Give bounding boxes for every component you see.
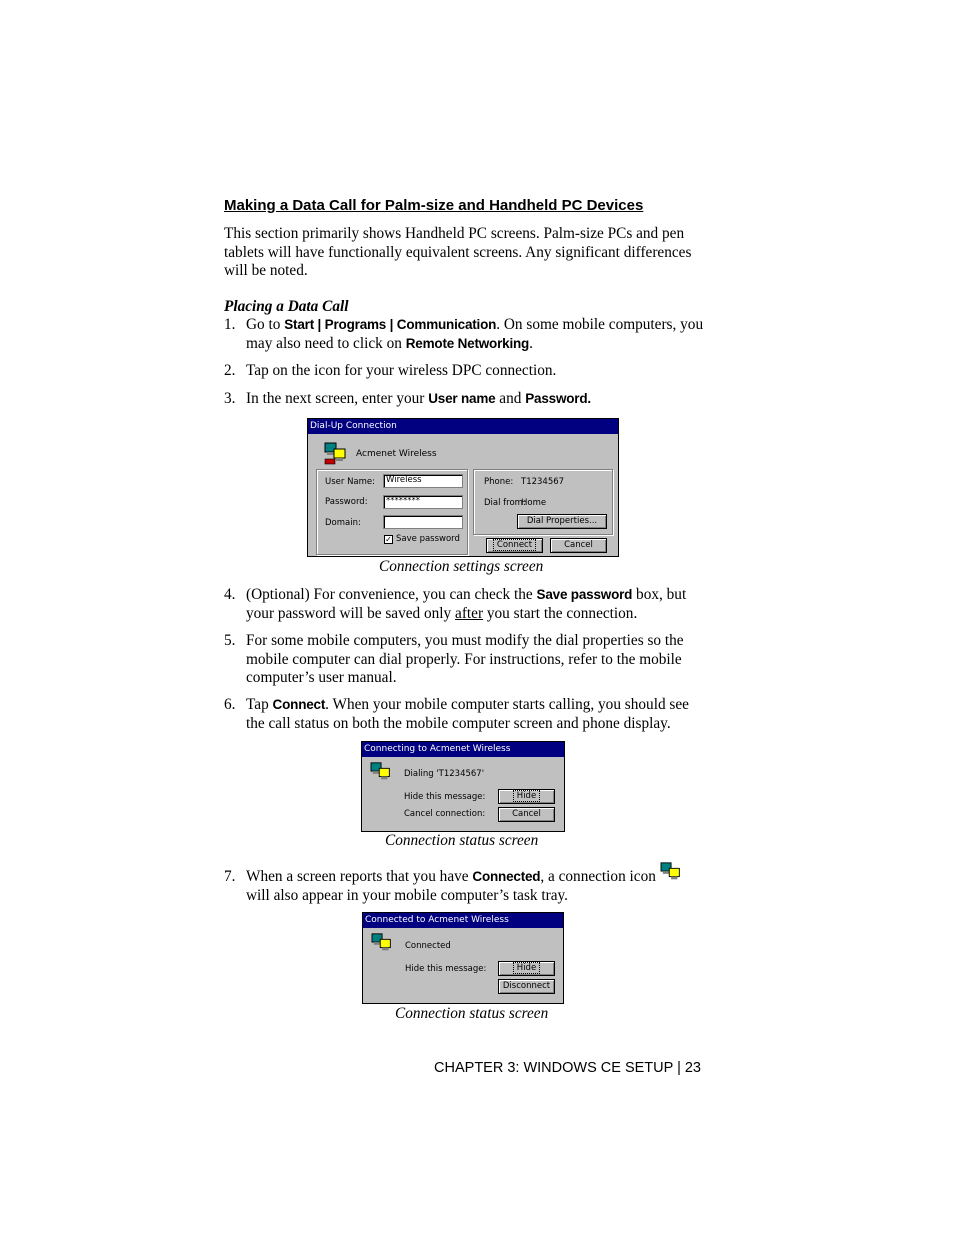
- hide-message-label: Hide this message:: [405, 964, 487, 974]
- password-input[interactable]: ********: [383, 495, 463, 509]
- step-number: 2.: [224, 362, 236, 379]
- connection-icon: [371, 932, 395, 954]
- connected-dialog: [362, 912, 564, 1004]
- step-number: 5.: [224, 632, 236, 649]
- caption-settings: Connection settings screen: [379, 558, 544, 575]
- step-text: For some mobile computers, you must modify the dial properties so the mobile computer can dial properly. For instructions, refer to the mobile computer’s user manual.: [246, 632, 684, 687]
- step-text: In the next screen, enter your: [246, 390, 429, 407]
- dialog-title-bar: Dial-Up Connection: [308, 419, 618, 434]
- step-number: 3.: [224, 390, 236, 407]
- dialing-status: Dialing 'T1234567': [404, 769, 485, 779]
- emphasis-after: after: [455, 604, 484, 622]
- dial-from-value: Home: [521, 498, 547, 508]
- step-number: 6.: [224, 696, 236, 713]
- dialup-connection-dialog: [307, 418, 619, 557]
- dialog-title-bar: Connecting to Acmenet Wireless: [362, 742, 564, 757]
- user-name-term: User name: [428, 391, 496, 406]
- user-name-input[interactable]: Wireless: [383, 474, 463, 488]
- password-term: Password.: [525, 391, 591, 406]
- dial-from-label: Dial from:: [484, 498, 526, 508]
- step-4: [224, 586, 706, 623]
- step-text: you start the connection.: [483, 604, 638, 622]
- domain-input[interactable]: [383, 515, 463, 529]
- step-number: 1.: [224, 316, 236, 333]
- step-text: box, but your password will be saved only: [246, 586, 687, 622]
- connect-term: Connect: [272, 697, 326, 712]
- intro-paragraph: This section primarily shows Handheld PC screens. Palm-size PCs and pen tablets will have functionally equivalent screens. Any significant differences will be noted.: [224, 225, 692, 280]
- domain-label: Domain:: [325, 518, 361, 528]
- step-3: [224, 390, 706, 409]
- step-text: will also appear in your mobile computer’s task tray.: [246, 886, 569, 904]
- phone-label: Phone:: [484, 477, 514, 487]
- disconnect-button[interactable]: Disconnect: [498, 979, 555, 994]
- menu-path: Start | Programs | Communication: [284, 317, 497, 332]
- dial-properties-button[interactable]: Dial Properties...: [517, 514, 607, 529]
- step-text: , a connection icon: [540, 868, 660, 885]
- step-text: .: [529, 334, 533, 352]
- connected-status: Connected: [405, 941, 451, 951]
- dialog-title-bar: Connected to Acmenet Wireless: [363, 913, 563, 928]
- cancel-button[interactable]: Cancel: [550, 538, 607, 553]
- hide-button-label: Hide: [514, 963, 539, 973]
- step-1: [224, 316, 706, 353]
- connect-button[interactable]: [486, 538, 543, 553]
- phone-value: T1234567: [521, 477, 565, 487]
- step-number: 7.: [224, 868, 236, 885]
- hide-button[interactable]: [498, 789, 555, 804]
- cancel-button[interactable]: Cancel: [498, 807, 555, 822]
- connect-button-label: Connect: [494, 540, 535, 550]
- connection-tray-icon: [660, 861, 684, 883]
- hide-button-label: Hide: [514, 791, 539, 801]
- cancel-connection-label: Cancel connection:: [404, 809, 486, 819]
- connected-term: Connected: [472, 869, 541, 884]
- section-heading: Making a Data Call for Palm-size and Handheld PC Devices: [224, 197, 644, 214]
- step-7: [224, 868, 706, 905]
- connecting-dialog: [361, 741, 565, 832]
- save-password-label: Save password: [396, 534, 460, 544]
- save-password-checkbox[interactable]: ✓: [385, 535, 392, 544]
- step-text: Tap on the icon for your wireless DPC connection.: [246, 362, 557, 379]
- step-text: When a screen reports that you have: [246, 868, 473, 885]
- step-text: (Optional) For convenience, you can check the: [246, 586, 537, 603]
- caption-status: Connection status screen: [385, 832, 539, 849]
- password-label: Password:: [325, 497, 368, 507]
- step-number: 4.: [224, 586, 236, 603]
- step-text: Go to: [246, 316, 285, 333]
- step-text: . When your mobile computer starts calling, you should see the call status on both the mobile computer screen and phone display.: [246, 696, 689, 732]
- subheading: Placing a Data Call: [224, 298, 349, 315]
- connection-icon: [370, 761, 394, 783]
- page-footer: CHAPTER 3: WINDOWS CE SETUP | 23: [434, 1060, 701, 1076]
- step-2: [224, 362, 706, 381]
- step-text: Tap: [246, 696, 273, 713]
- hide-message-label: Hide this message:: [404, 792, 486, 802]
- hide-button[interactable]: [498, 961, 555, 976]
- step-text: and: [495, 390, 526, 407]
- save-password-term: Save password: [536, 587, 633, 602]
- step-6: [224, 696, 706, 733]
- step-text: . On some mobile computers, you may also need to click on: [246, 316, 704, 352]
- user-name-label: User Name:: [325, 477, 376, 487]
- menu-item-remote-networking: Remote Networking: [405, 335, 530, 351]
- step-5: [224, 632, 706, 688]
- connection-name: Acmenet Wireless: [356, 449, 437, 459]
- caption-status-connected: Connection status screen: [395, 1005, 549, 1022]
- connection-icon: [324, 441, 350, 465]
